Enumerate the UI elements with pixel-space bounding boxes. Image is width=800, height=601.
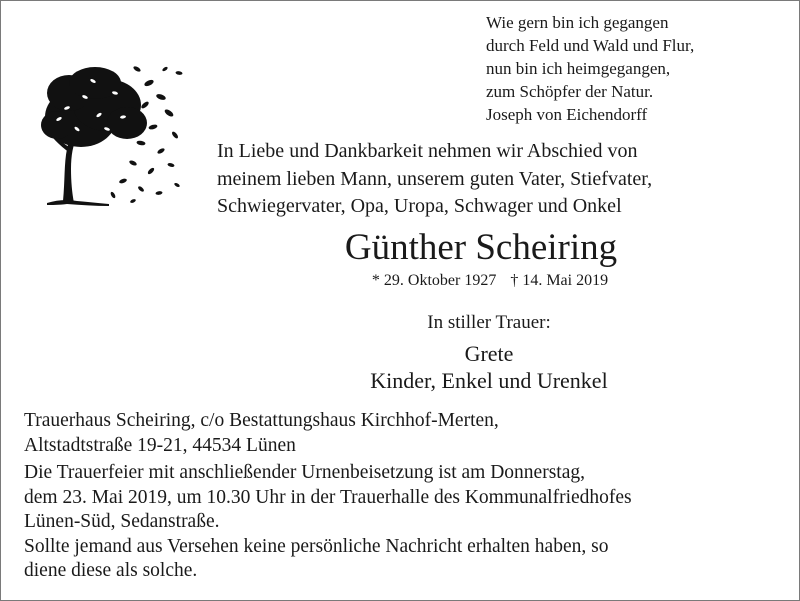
mourner-name: Kinder, Enkel und Urenkel (370, 367, 608, 393)
farewell-line: Schwiegervater, Opa, Uropa, Schwager und Onkel (217, 195, 622, 217)
poem-line: zum Schöpfer der Natur. (486, 82, 654, 101)
poem (486, 11, 694, 126)
farewell-text (217, 138, 652, 221)
ceremony-line: Sollte jemand aus Versehen keine persönliche Nachricht erhalten haben, so (24, 535, 609, 557)
house-of-mourning-address (24, 408, 499, 458)
poem-line: durch Feld und Wald und Flur, (486, 36, 695, 55)
ceremony-details (24, 461, 632, 584)
life-dates (1, 270, 800, 292)
deceased-name: Günther Scheiring (344, 227, 618, 268)
farewell-line: In Liebe und Dankbarkeit nehmen wir Abschied von (217, 140, 638, 162)
mourning-label: In stiller Trauer: (427, 312, 551, 333)
ceremony-line: dem 23. Mai 2019, um 10.30 Uhr in der Trauerhalle des Kommunalfriedhofes (24, 486, 632, 508)
poem-author: Joseph von Eichendorff (486, 105, 648, 124)
mourner-name: Grete (464, 341, 514, 366)
poem-line: nun bin ich heimgegangen, (486, 59, 671, 78)
windblown-tree-icon (37, 53, 187, 209)
death-date: † 14. Mai 2019 (510, 272, 609, 289)
ceremony-line: diene diese als solche. (24, 560, 198, 581)
poem-line: Wie gern bin ich gegangen (486, 13, 669, 32)
ceremony-line: Die Trauerfeier mit anschließender Urnenbeisetzung ist am Donnerstag, (24, 462, 585, 483)
address-line: Trauerhaus Scheiring, c/o Bestattungshaus Kirchhof-Merten, (24, 410, 499, 431)
birth-date: * 29. Oktober 1927 (371, 272, 497, 289)
mourners (1, 341, 800, 394)
farewell-line: meinem lieben Mann, unserem guten Vater, Stiefvater, (217, 167, 653, 190)
address-line: Altstadtstraße 19-21, 44534 Lünen (24, 435, 296, 456)
ceremony-line: Lünen-Süd, Sedanstraße. (24, 511, 220, 532)
